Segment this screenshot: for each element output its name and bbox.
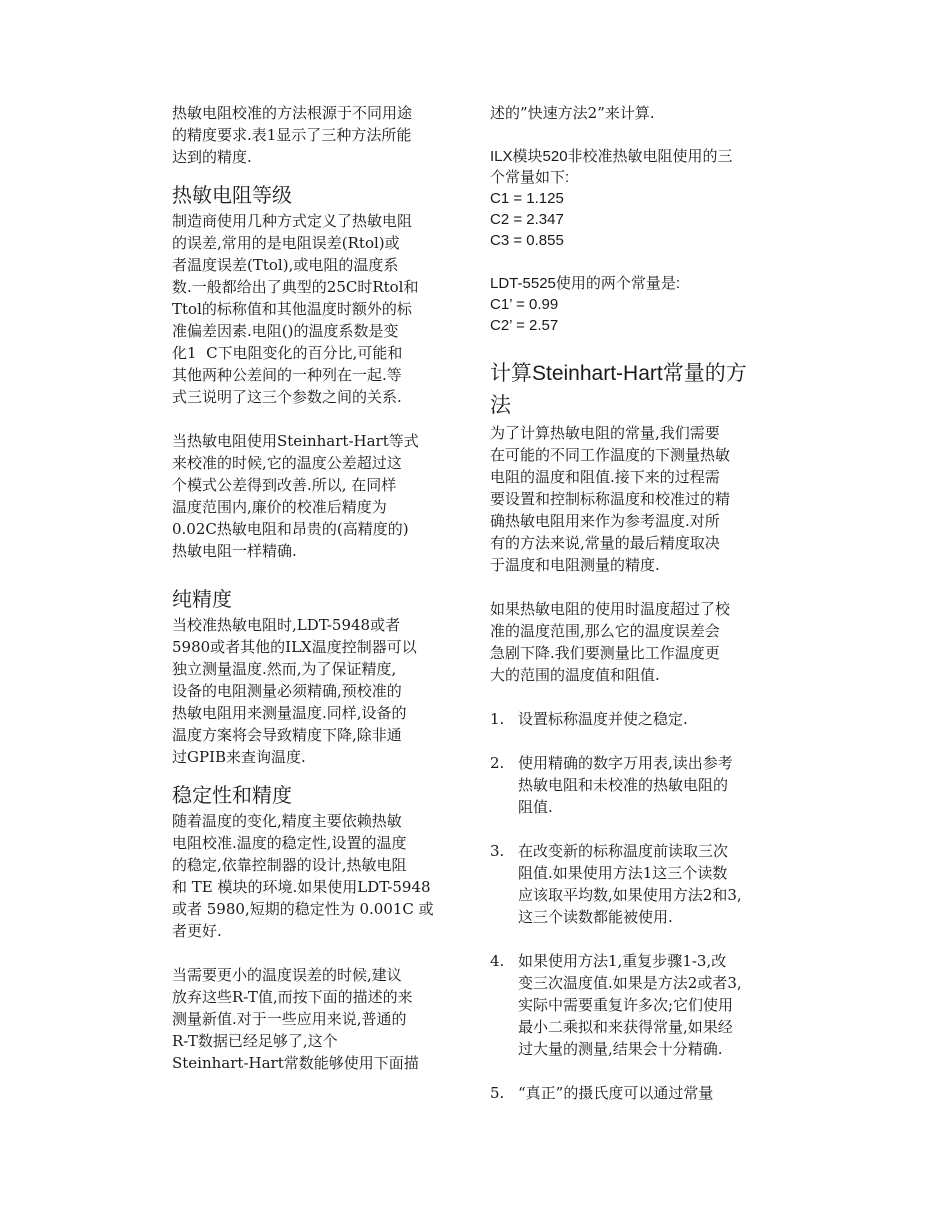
- list-number: 5.: [490, 1084, 505, 1102]
- heading-steinhart-hart-method: 计算Steinhart-Hart常量的方 法: [490, 362, 747, 417]
- list-item: [490, 840, 790, 928]
- steinhart-hart-paragraph: 当热敏电阻使用Steinhart-Hart等式 来校准的时候,它的温度公差超过这 个模式公差得到改善.所以, 在同样 温度范围内,廉价的校准后精度为 0.02C热敏电阻和昂贵的(高精度的) 热敏电阻一样精确.: [172, 432, 419, 560]
- list-text: 使用精确的数字万用表,读出参考 热敏电阻和未校准的热敏电阻的 阻值.: [518, 754, 733, 816]
- heading-stability-accuracy: 稳定性和精度: [172, 783, 292, 807]
- pure-accuracy-paragraph: 当校准热敏电阻时,LDT-5948或者 5980或者其他的ILX温度控制器可以 独立测量温度.然而,为了保证精度, 设备的电阻测量必须精确,预校准的 热敏电阻用来测量温度.同样,设备的 温度方案将会导致精度下降,除非通 过GPIB来查询温度.: [172, 616, 417, 766]
- heading-thermistor-grade: 热敏电阻等级: [172, 183, 292, 207]
- list-item: [490, 752, 790, 818]
- list-number: 2.: [490, 754, 505, 772]
- list-item: [490, 950, 790, 1060]
- continuation-paragraph: 述的”快速方法2”来计算.: [490, 104, 655, 122]
- ldt-constants-paragraph: LDT-5525使用的两个常量是: C1’ = 0.99 C2’ = 2.57: [490, 275, 681, 334]
- list-item: [490, 708, 790, 730]
- list-text: 在改变新的标称温度前读取三次 阻值.如果使用方法1这三个读数 应该取平均数,如果使用方法2和3, 这三个读数都能被使用.: [518, 842, 742, 926]
- left-column: [172, 102, 472, 1074]
- list-text: 设置标称温度并使之稳定.: [518, 710, 688, 728]
- grade-paragraph: 制造商使用几种方式定义了热敏电阻 的误差,常用的是电阻误差(Rtol)或 者温度误差(Ttol),或电阻的温度系 数.一般都给出了典型的25C时Rtol和 Ttol的标称值和其他温度时额外的标 准偏差因素.电阻()的温度系数是变 化1 C下电阻变化的百分比,可能和 其他两种公差间的一种列在一起.等 式三说明了这三个参数之间的关系.: [172, 212, 419, 406]
- stability-paragraph: 随着温度的变化,精度主要依赖热敏 电阻校准.温度的稳定性,设置的温度 的稳定,依靠控制器的设计,热敏电阻 和 TE 模块的环境.如果使用LDT-5948 或者 5980,短期的稳定性为 0.001C 或 者更好.: [172, 812, 434, 940]
- right-column: [490, 102, 790, 1104]
- list-text: “真正”的摄氏度可以通过常量: [518, 1084, 714, 1102]
- heading-pure-accuracy: 纯精度: [172, 587, 232, 611]
- list-text: 如果使用方法1,重复步骤1-3,改 变三次温度值.如果是方法2或者3, 实际中需要重复许多次;它们使用 最小二乘拟和来获得常量,如果经 过大量的测量,结果会十分精确.: [518, 952, 742, 1058]
- list-number: 4.: [490, 952, 505, 970]
- intro-paragraph: 热敏电阻校准的方法根源于不同用途 的精度要求.表1显示了三种方法所能 达到的精度.: [172, 104, 413, 166]
- temperature-range-paragraph: 如果热敏电阻的使用时温度超过了校 准的温度范围,那么它的温度误差会 急剧下降.我们要测量比工作温度更 大的范围的温度值和阻值.: [490, 600, 731, 684]
- ilx-constants-paragraph: ILX模块520非校准热敏电阻使用的三 个常量如下: C1 = 1.125 C2 = 2.347 C3 = 0.855: [490, 148, 733, 249]
- list-number: 1.: [490, 710, 505, 728]
- list-number: 3.: [490, 842, 505, 860]
- rt-values-paragraph: 当需要更小的温度误差的时候,建议 放弃这些R-T值,而按下面的描述的来 测量新值.对于一些应用来说,普通的 R-T数据已经足够了,这个 Steinhart-Hart常数能够使用下面描: [172, 966, 419, 1072]
- list-item: [490, 1082, 790, 1104]
- calc-method-paragraph: 为了计算热敏电阻的常量,我们需要 在可能的不同工作温度的下测量热敏 电阻的温度和阻值.接下来的过程需 要设置和控制标称温度和校准过的精 确热敏电阻用来作为参考温度.对所 有的方法来说,常量的最后精度取决 于温度和电阻测量的精度.: [490, 424, 731, 574]
